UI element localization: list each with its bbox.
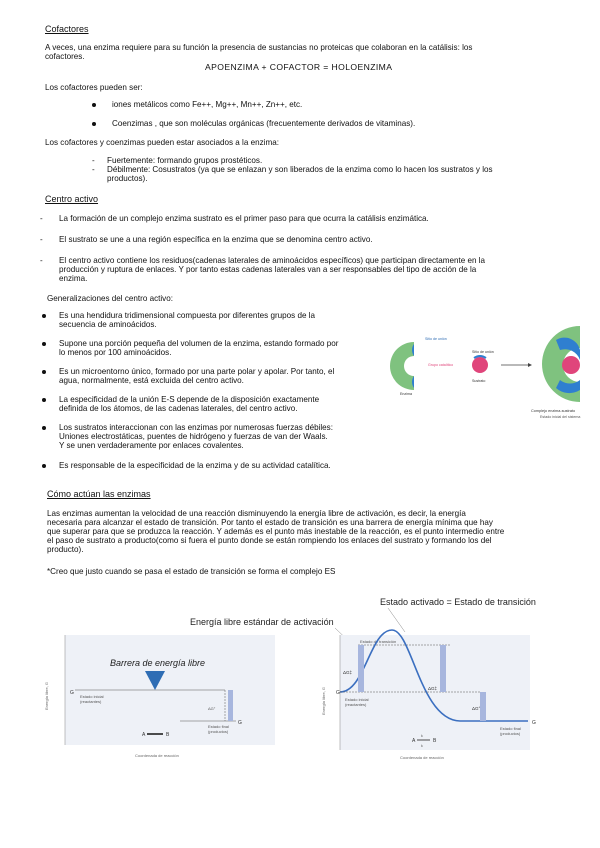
figure-caption: Estado inicial del sistema [540, 415, 581, 419]
gen-item-4-line2: definida de los átomos, de las cadenas laterales, del centro activo. [59, 404, 298, 413]
dash-icon: - [40, 214, 43, 223]
como-p1-line2: necesaria para alcanzar el estado de transición. Por tanto el estado de transición es una barrera de energía mínima que hay [47, 518, 493, 527]
state-title: Estado activado = Estado de transición [380, 597, 536, 607]
enzyme-shape [390, 342, 414, 390]
cofactor-type-coenzymes: Coenzimas , que son moléculas orgánicas (frecuentemente derivados de vitaminas). [112, 119, 416, 128]
right-xlabel: Coordenada de reacción [400, 755, 444, 760]
bullet-icon [42, 426, 46, 430]
activation-bar-2 [440, 645, 446, 692]
complex-label: Complejo enzima-sustrato [531, 409, 576, 413]
centro-p3-line1: El centro activo contiene los residuos(cadenas laterales de aminoácidos específicos) que participan directamente en la [59, 256, 486, 265]
gen-item-3-line1: Es un microentorno único, formado por una parte polar y apolar. Por tanto, el [59, 367, 335, 376]
como-p1-line4: el paso de sustrato a producto(como si fuera el punto donde se están rompiendo los enlaces del sustrato y formando los del [47, 536, 492, 545]
dash-icon: - [40, 235, 43, 244]
enzyme-substrate-figure [388, 320, 596, 420]
b-label: B [433, 738, 437, 744]
gen-item-4-line1: La especificidad de la unión E-S depende de la disposición exactamente [59, 395, 320, 404]
group-label: Grupo catalítico [428, 363, 454, 367]
ts-label: Estado de transición [360, 639, 397, 644]
gen-item-5-line1: Los sustratos interaccionan con las enzimas por numerosas fuerzas débiles: [59, 423, 333, 432]
centro-p3-line3: enzima. [59, 274, 88, 283]
bullet-icon [92, 103, 96, 107]
association-weak-line1: Débilmente: Cosustratos (ya que se enlazan y son liberados de la enzima como lo hacen los sustratos y los [107, 165, 493, 174]
gen-item-6: Es responsable de la especificidad de la enzima y de su actividad catalítica. [59, 461, 331, 470]
activation-bar [358, 645, 364, 692]
gen-item-1-line1: Es una hendidura tridimensional compuesta por diferentes grupos de la [59, 311, 316, 320]
enzyme-label: Enzima [400, 392, 412, 396]
energy-diagrams [40, 590, 570, 770]
initial-state-label: Estado inicial [345, 697, 369, 702]
dg-bar [228, 690, 233, 721]
complex-shape [542, 326, 580, 402]
pointer-line [388, 608, 405, 632]
bullet-icon [42, 464, 46, 468]
right-ylabel: Energía libre, G [321, 686, 326, 715]
generalizations-heading: Generalizaciones del centro activo: [47, 294, 173, 303]
initial-state-label: Estado inicial [80, 694, 104, 699]
final-state-sub: (productos) [208, 729, 229, 734]
association-strong: Fuertemente: formando grupos prostéticos. [107, 156, 263, 165]
dash-icon: - [40, 256, 43, 265]
gen-item-5-line3: Y se unen verdaderamente por enlaces covalentes. [59, 441, 244, 450]
bullet-icon [42, 398, 46, 402]
site-label: Sitio de unión [425, 337, 447, 341]
gs-label: G [70, 690, 74, 696]
left-ylabel: Energía libre, G [44, 681, 49, 710]
centro-activo-heading: Centro activo [45, 194, 99, 204]
dg-label: ΔG° [208, 706, 216, 711]
k1-label: k [421, 734, 423, 738]
como-p1-line5: producto). [47, 545, 84, 554]
bullet-icon [42, 314, 46, 318]
final-state-sub: (productos) [500, 731, 521, 736]
association-intro: Los cofactores y coenzimas pueden estar asociados a la enzima: [45, 138, 279, 147]
bullet-icon [92, 122, 96, 126]
como-p1-line3: que superar para que se produzca la reacción. Y además es el punto más inestable de la reacción, es el punto intermedio entre [47, 527, 505, 536]
centro-p3-line2: producción y ruptura de enlaces. Y por tanto estas cadenas laterales van a ser responsables del tipo de acción de la [59, 265, 477, 274]
gp-label: G [238, 720, 242, 726]
substrate-shape [472, 357, 488, 373]
a-label: A [142, 732, 146, 738]
left-xlabel: Coordenada de reacción [135, 753, 179, 758]
gp-label: G [532, 720, 536, 726]
k2-label: k [421, 744, 423, 748]
gen-item-2-line1: Supone una porción pequeña del volumen de la enzima, estando formado por [59, 339, 339, 348]
gen-item-3-line2: agua, normalmente, está excluida del centro activo. [59, 376, 244, 385]
final-state-label: Estado final [500, 726, 521, 731]
dg-bar [480, 692, 486, 721]
bullet-icon [42, 370, 46, 374]
cofactor-type-ions: iones metálicos como Fe++, Mg++, Mn++, Zn++, etc. [112, 100, 303, 109]
initial-state-sub: (reactantes) [80, 699, 102, 704]
dg-act2-label: ΔG‡ [428, 686, 438, 691]
final-state-label: Estado final [208, 724, 229, 729]
gen-item-5-line2: Uniones electrostáticas, puentes de hidrógeno y fuerzas de van der Waals. [59, 432, 328, 441]
bullet-icon [42, 342, 46, 346]
como-p1-line1: Las enzimas aumentan la velocidad de una reacción disminuyendo la energía libre de activación, es decir, la energía [47, 509, 466, 518]
dg-act1-label: ΔG‡ [343, 670, 353, 675]
substrate-top-label: Sitio de unión [472, 350, 494, 354]
centro-p2: El sustrato se une a una región específica en la enzima que se denomina centro activo. [59, 235, 373, 244]
centro-p1: La formación de un complejo enzima sustrato es el primer paso para que ocurra la catálisis enzimática. [59, 214, 429, 223]
a-label: A [412, 738, 416, 744]
dash-icon: - [92, 165, 95, 174]
b-label: B [166, 732, 170, 738]
dash-icon: - [92, 156, 95, 165]
cofactores-heading: Cofactores [45, 24, 89, 34]
como-actuan-heading: Cómo actúan las enzimas [47, 489, 151, 499]
graph-left [44, 635, 275, 758]
gen-item-1-line2: secuencia de aminoácidos. [59, 320, 157, 329]
gs-label: G [336, 690, 340, 696]
energy-title: Energía libre estándar de activación [190, 617, 334, 627]
dg-label: ΔG° [472, 706, 481, 711]
substrate-label: Sustrato [472, 379, 486, 383]
cofactor-types-intro: Los cofactores pueden ser: [45, 83, 143, 92]
como-note: *Creo que justo cuando se pasa el estado de transición se forma el complejo ES [47, 567, 336, 576]
holoenzyme-equation: APOENZIMA + COFACTOR = HOLOENZIMA [205, 62, 393, 72]
cofactores-intro-line2: cofactores. [45, 52, 85, 61]
cofactores-intro-line1: A veces, una enzima requiere para su función la presencia de sustancias no proteicas que colaboran en la catálisis: los [45, 43, 473, 52]
gen-item-2-line2: lo menos por 100 aminoácidos. [59, 348, 172, 357]
initial-state-sub: (reactantes) [345, 702, 367, 707]
barrier-label: Barrera de energía libre [110, 658, 206, 668]
graph-right [321, 630, 536, 760]
association-weak-line2: productos). [107, 174, 148, 183]
